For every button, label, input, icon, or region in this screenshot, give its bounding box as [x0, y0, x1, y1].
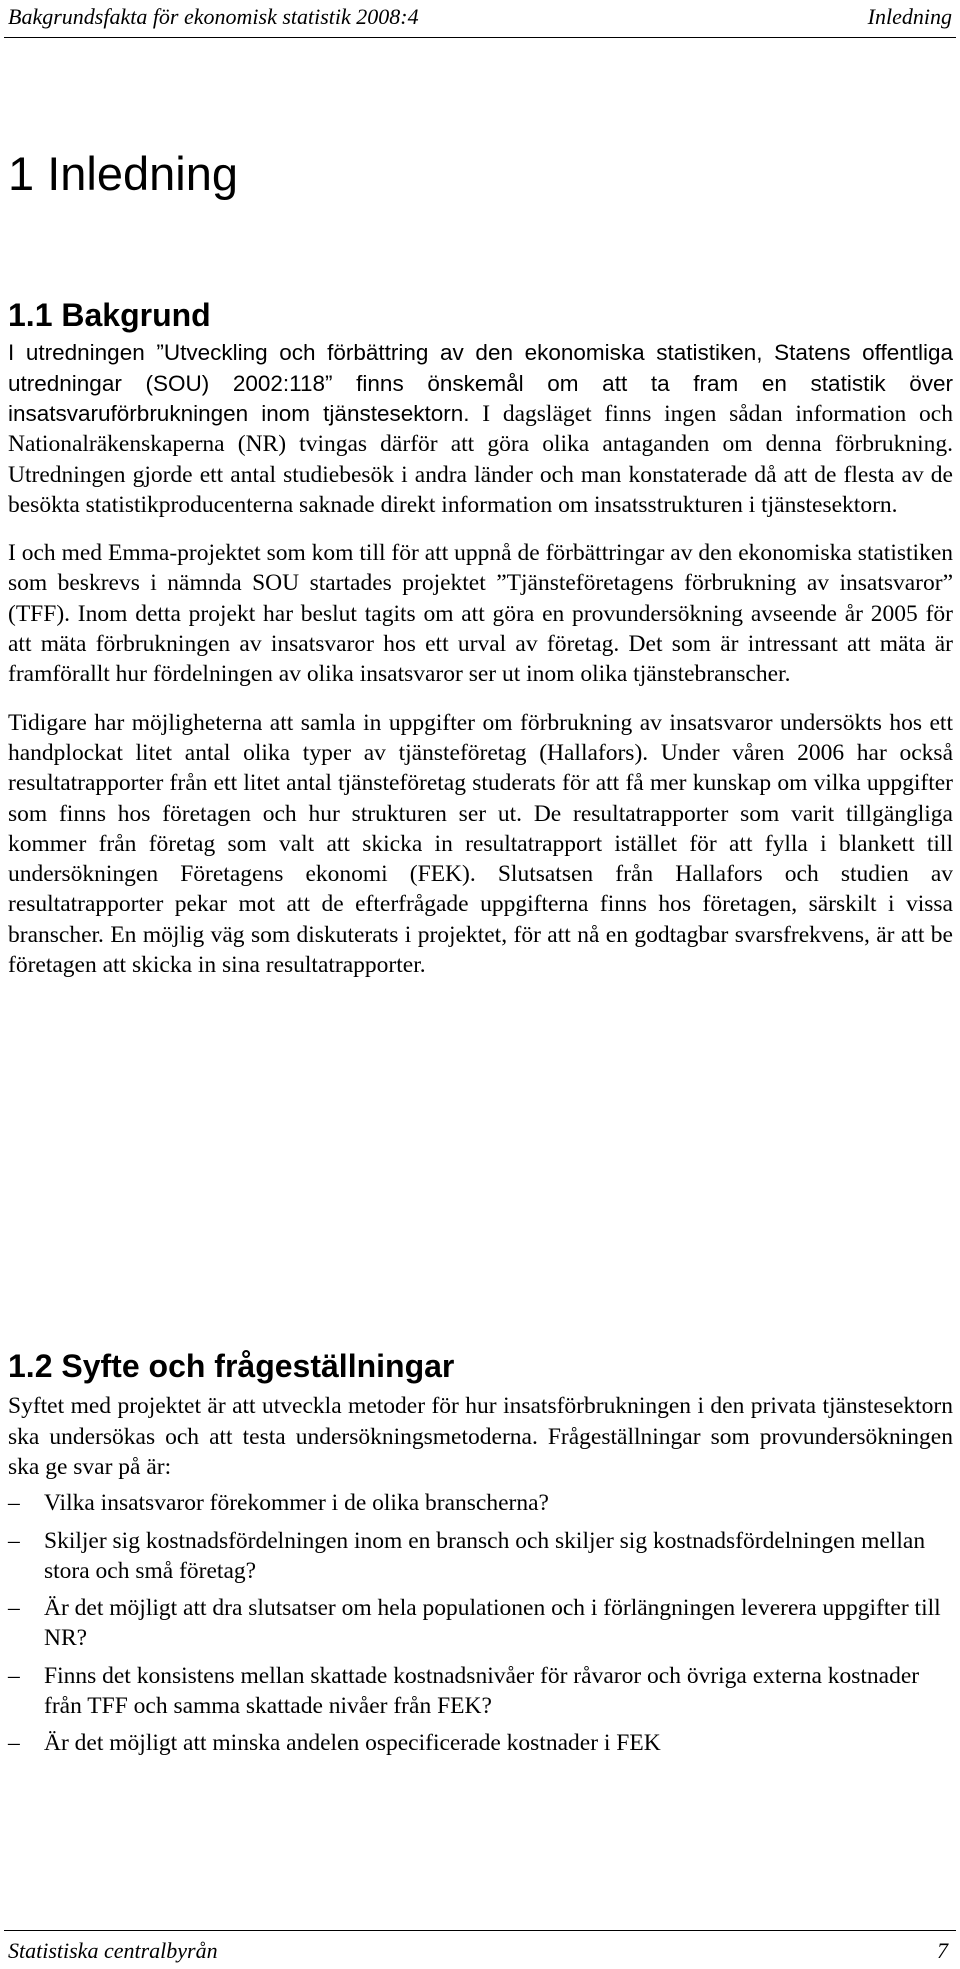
paragraph: Syftet med projektet är att utveckla metoder för hur insatsförbrukningen i den privata tjänstesektorn ska undersökas och att testa undersökningsmetoderna. Frågeställningar som provundersökningen ska ge svar på är:	[8, 1393, 953, 1480]
dash-bullet: –	[8, 1730, 20, 1757]
list-item	[8, 1488, 953, 1518]
list-item-text: Finns det konsistens mellan skattade kostnadsnivåer för råvaror och övriga externa kostnader från TFF och samma skattade nivåer från FEK?	[44, 1662, 920, 1720]
list-item	[8, 1593, 953, 1654]
chapter-title: 1 Inledning	[8, 147, 238, 200]
page-header	[0, 0, 960, 40]
dash-bullet: –	[8, 1490, 20, 1517]
list-item-text: Skiljer sig kostnadsfördelningen inom en bransch och skiljer sig kostnadsfördelningen mellan stora och små företag?	[44, 1527, 926, 1584]
list-item	[8, 1728, 953, 1758]
section-heading: 1.2 Syfte och frågeställningar	[8, 1348, 455, 1384]
page-number: 7	[937, 1938, 948, 1963]
paragraph-text: I dagsläget finns ingen sådan information och Nationalräkenskaperna (NR) tvingas därför att göra olika antaganden om denna förbrukning. Utredningen gjorde ett antal studiebesök i andra länder och man konstaterade då att de flesta av de besökta statistikproducenterna saknade direkt information om insatsstrukturen i tjänstesektorn.	[8, 400, 953, 518]
section-syfte	[8, 1347, 953, 1766]
paragraph: I och med Emma-projektet som kom till för att uppnå de förbättringar av den ekonomiska statistiken som beskrevs i nämnda SOU startades projektet ”Tjänsteföretagens förbrukning av insatsvaror” (TFF). Inom detta projekt har beslut tagits om att göra en provundersökning avseende år 2005 för att mäta förbrukningen av insatsvaror hos ett urval av företag. Det som är intressant att mäta är framförallt hur fördelningen av olika insatsvaror ser ut inom olika tjänstebranscher.	[8, 540, 953, 688]
footer-rule	[4, 1930, 956, 1931]
dash-bullet: –	[8, 1595, 20, 1622]
page-footer	[0, 1920, 960, 1969]
paragraph-text-sans: I utredningen ”Utveckling och förbättring av den ekonomiska statistiken, Statens offentliga utredningar (SOU) 2002:118” finns önskemål om att ta fram en statistik över insatsvaruförbrukningen inom tjänstesektorn.	[8, 340, 953, 426]
dash-bullet: –	[8, 1662, 20, 1689]
question-list	[8, 1488, 953, 1758]
header-chapter-name: Inledning	[867, 4, 952, 29]
list-item-text: Är det möjligt att minska andelen ospecificerade kostnader i FEK	[44, 1730, 661, 1757]
paragraph: Tidigare har möjligheterna att samla in uppgifter om förbrukning av insatsvaror undersökts hos ett handplockat litet antal olika typer av tjänsteföretag (Hallafors). Under våren 2006 har också resultatrapporter från ett litet antal tjänsteföretag studerats för att få mer kunskap om vilka uppgifter som finns hos företagen och hur strukturen ser ut. De resultatrapporter som varit tillgängliga kommer från företag som valt att skicka in resultatrapport istället för att fylla i blankett till undersökningen Företagens ekonomi (FEK). Slutsatsen från Hallafors och studien av resultatrapporter pekar mot att de efterfrågade uppgifterna finns hos företagen, särskilt i vissa branscher. En möjlig väg som diskuterats i projektet, för att nå en godtagbar svarsfrekvens, är att be företagen att skicka in sina resultatrapporter.	[8, 709, 953, 979]
section-bakgrund	[8, 296, 953, 980]
dash-bullet: –	[8, 1527, 20, 1554]
list-item	[8, 1526, 953, 1587]
paragraph	[8, 338, 953, 520]
header-publication-title: Bakgrundsfakta för ekonomisk statistik 2008:4	[8, 4, 419, 29]
list-item	[8, 1661, 953, 1722]
list-item-text: Vilka insatsvaror förekommer i de olika branscherna?	[44, 1490, 549, 1517]
footer-publisher: Statistiska centralbyrån	[8, 1938, 218, 1963]
section-heading: 1.1 Bakgrund	[8, 297, 211, 333]
list-item-text: Är det möjligt att dra slutsatser om hela populationen och i förlängningen leverera uppgifter till NR?	[44, 1595, 941, 1652]
header-rule	[4, 37, 956, 38]
